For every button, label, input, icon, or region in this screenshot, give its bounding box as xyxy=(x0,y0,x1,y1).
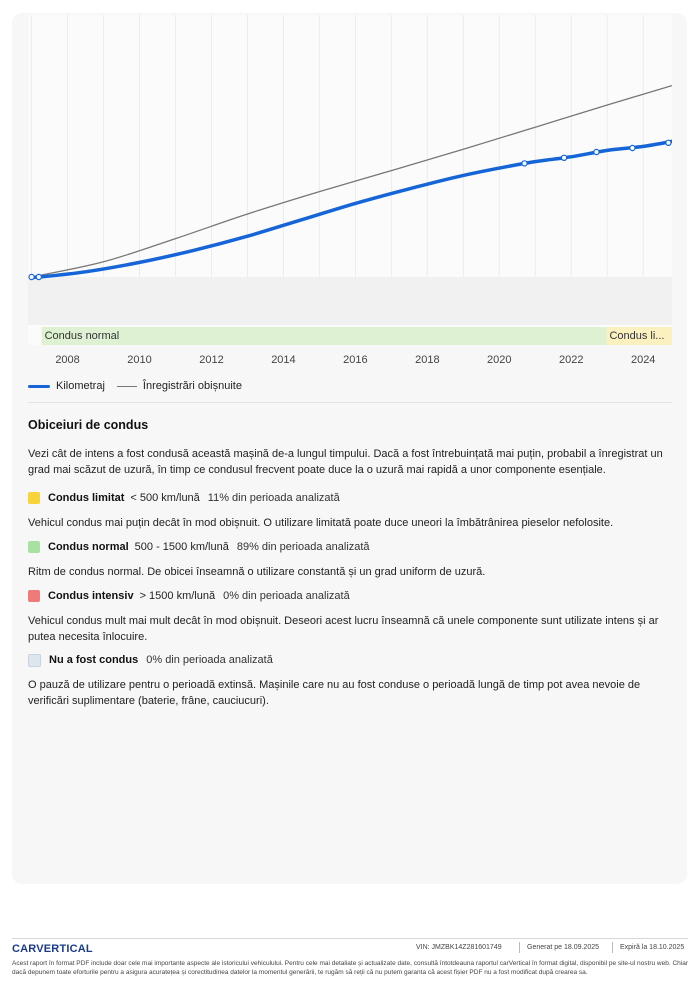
swatch-condus-normal xyxy=(28,541,40,553)
vin-text: VIN: JMZBK14Z281601749 xyxy=(416,944,502,951)
category-description: Ritm de condus normal. De obicei înseamnă o utilizare constantă și un grad uniform de uzură. xyxy=(28,566,486,578)
section-title: Obiceiuri de condus xyxy=(28,418,149,432)
category-name: Nu a fost condus xyxy=(49,654,139,666)
carvertical-logo: CARVERTICAL xyxy=(12,943,93,955)
x-tick-2016: 2016 xyxy=(343,354,368,366)
category-name: Condus limitat xyxy=(48,492,125,504)
x-tick-2008: 2008 xyxy=(55,354,80,366)
divider xyxy=(28,402,672,403)
x-tick-2020: 2020 xyxy=(487,354,512,366)
x-tick-2022: 2022 xyxy=(559,354,584,366)
expiry-date: Expiră la 18.10.2025 xyxy=(620,944,685,951)
category-percent: 11% din perioada analizată xyxy=(207,492,340,504)
legend-swatch-kilometraj xyxy=(28,385,50,388)
legend-label-kilometraj: Kilometraj xyxy=(56,380,105,392)
data-point-5 xyxy=(630,145,635,150)
data-point-6 xyxy=(666,140,671,145)
data-point-1 xyxy=(36,274,41,279)
category-description: O pauză de utilizare pentru o perioadă extinsă. Mașinile care nu au fost conduse o perioadă lungă de timp pot avea nevoie de verificări suplimentare (baterie, frâne, cauciucuri). xyxy=(28,679,641,707)
category-percent: 0% din perioada analizată xyxy=(223,590,350,602)
category-range: > 1500 km/lună xyxy=(139,590,216,602)
x-tick-2018: 2018 xyxy=(415,354,440,366)
category-nu-a-fost-condus xyxy=(28,652,668,709)
category-percent: 0% din perioada analizată xyxy=(146,654,273,666)
chart-svg xyxy=(28,15,672,345)
data-point-2 xyxy=(522,161,527,166)
category-condus-normal xyxy=(28,539,668,580)
data-point-0 xyxy=(29,274,34,279)
baseline-area xyxy=(28,277,672,325)
swatch-nu-a-fost-condus xyxy=(28,654,41,667)
series-line-kilometraj xyxy=(32,141,672,277)
x-tick-2024: 2024 xyxy=(630,354,656,366)
generated-date: Generat pe 18.09.2025 xyxy=(527,944,600,951)
band-label-condus-normal: Condus normal xyxy=(44,330,120,342)
meta-separator xyxy=(519,942,520,953)
mileage-chart xyxy=(28,15,672,345)
section-intro: Vezi cât de intens a fost condusă această mașină de-a lungul timpului. Dacă a fost întrebuințată mai puțin, probabil a înregistrat un grad mai scăzut de uzură, în timp ce condusul frecvent poate duce la o uzură mai rapidă a unor componente esențiale. xyxy=(28,448,663,476)
series-line-inregistrari xyxy=(32,86,672,277)
x-tick-2012: 2012 xyxy=(199,354,224,366)
footer-divider xyxy=(12,938,688,939)
category-range: < 500 km/lună xyxy=(130,492,200,504)
swatch-condus-intensiv xyxy=(28,590,40,602)
category-name: Condus normal xyxy=(48,541,129,553)
legend-swatch-inregistrari xyxy=(117,386,137,387)
band-label-condus-limitat: Condus li... xyxy=(609,330,665,342)
category-condus-limitat xyxy=(28,490,668,531)
data-point-3 xyxy=(561,155,566,160)
swatch-condus-limitat xyxy=(28,492,40,504)
category-name: Condus intensiv xyxy=(48,590,134,602)
footer-disclaimer: Acest raport în format PDF include doar cele mai importante aspecte ale istoricului vehiculului. Pentru cele mai detaliate și actualizate date, consultă întotdeauna raportul carVertical în format digital, disponibil pe site-ul nostru web. Chiar dacă depunem toate eforturile pentru a asigura acuratețea și corectitudinea datelor la momentul generării, te rugăm să reții că nu putem garanta că acest fișier PDF nu a fost modificat după crearea sa. xyxy=(12,960,688,976)
meta-separator xyxy=(612,942,613,953)
legend-label-inregistrari: Înregistrări obișnuite xyxy=(142,380,242,392)
category-description: Vehicul condus mult mai mult decât în mod obișnuit. Deseori acest lucru înseamnă că unele componente sunt utilizate intens și ar putea necesita înlocuire. xyxy=(28,615,659,643)
category-condus-intensiv xyxy=(28,588,668,645)
x-tick-2010: 2010 xyxy=(127,354,152,366)
category-percent: 89% din perioada analizată xyxy=(236,541,370,553)
category-range: 500 - 1500 km/lună xyxy=(134,541,229,553)
band-0 xyxy=(42,327,607,345)
data-point-4 xyxy=(594,149,599,154)
chart-legend xyxy=(28,380,242,392)
x-tick-2014: 2014 xyxy=(271,354,296,366)
category-description: Vehicul condus mai puțin decât în mod obișnuit. O utilizare limitată poate duce uneori la îmbătrânirea pieselor nefolosite. xyxy=(28,517,614,529)
